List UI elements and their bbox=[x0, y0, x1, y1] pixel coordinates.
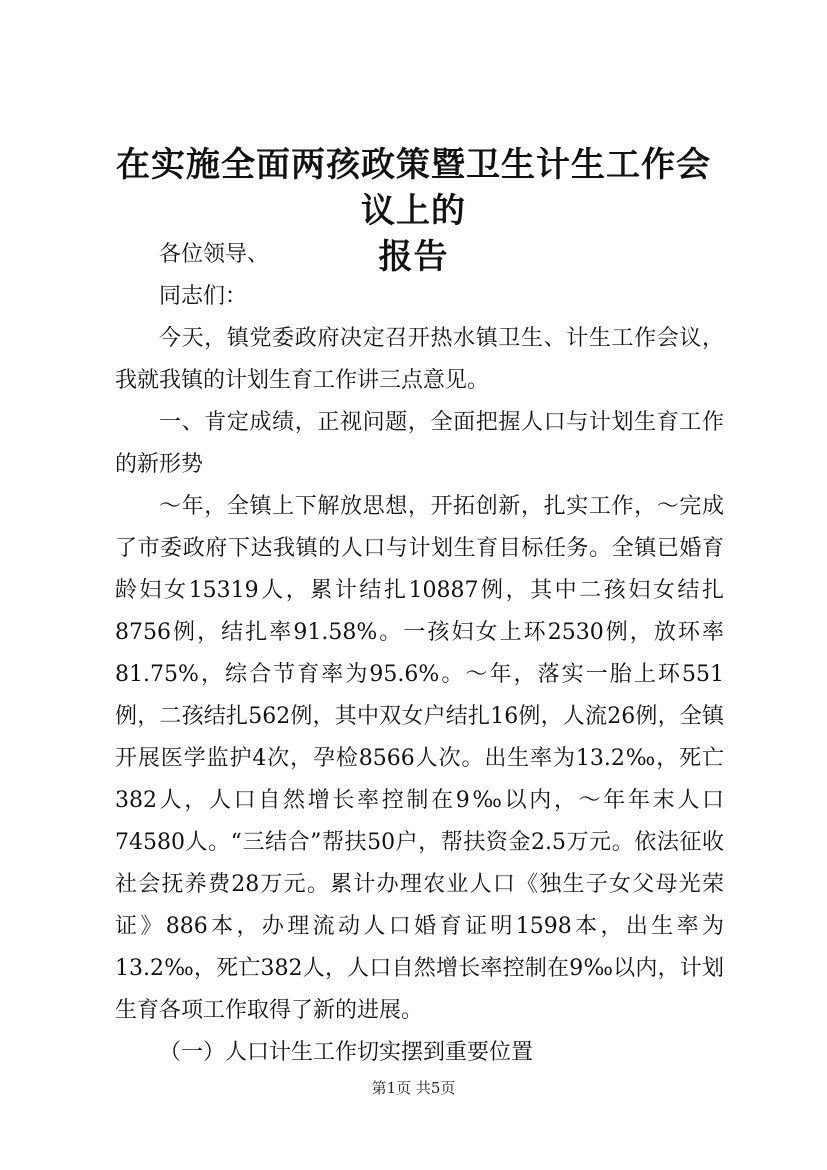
subsection-heading-1: （一）人口计生工作切实摆到重要位置 bbox=[159, 1040, 534, 1065]
title-line-1: 在实施全面两孩政策暨卫生计生工作会议上的 bbox=[116, 145, 711, 231]
salutation-line-1: 各位领导、 bbox=[159, 242, 270, 267]
page-footer: 第1页 共5页 bbox=[371, 1079, 456, 1097]
intro-paragraph: 今天，镇党委政府决定召开热水镇卫生、计生工作会议，我就我镇的计划生育工作讲三点意见。 bbox=[115, 326, 724, 393]
salutation-line-2: 同志们： bbox=[159, 284, 248, 309]
title-line-2: 报告 bbox=[378, 237, 449, 277]
document-body bbox=[115, 234, 724, 1074]
section-heading-1: 一、肯定成绩，正视问题，全面把握人口与计划生育工作的新形势 bbox=[115, 410, 724, 477]
statistics-paragraph: ～年，全镇上下解放思想，开拓创新，扎实工作，～完成了市委政府下达我镇的人口与计划生育目标任务。全镇已婚育龄妇女15319人，累计结扎10887例，其中二孩妇女结扎8756例，结扎率91.58%。一孩妇女上环2530例，放环率81.75%，综合节育率为95.6%。～年，落实一胎上环551例，二孩结扎562例，其中双女户结扎16例，人流26例，全镇开展医学监护4次，孕检8566人次。出生率为13.2‰，死亡382人，人口自然增长率控制在9‰以内，～年年末人口74580人。“三结合”帮扶50户，帮扶资金2.5万元。依法征收社会抚养费28万元。累计办理农业人口《独生子女父母光荣证》886本，办理流动人口婚育证明1598本，出生率为13.2‰，死亡382人，人口自然增长率控制在9‰以内，计划生育各项工作取得了新的进展。 bbox=[115, 494, 724, 1023]
